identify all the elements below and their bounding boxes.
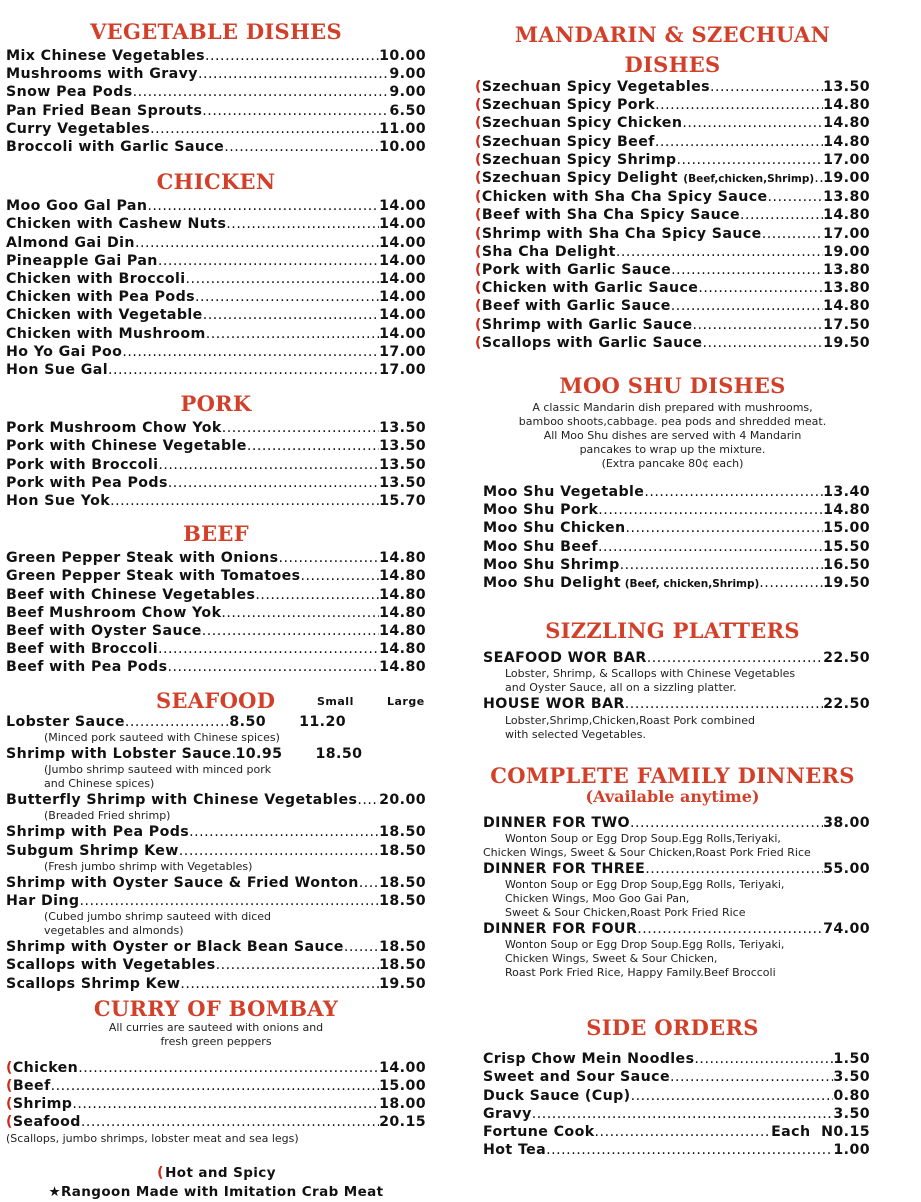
item-description: (Jumbo shrimp sauteed with minced pork: [44, 763, 272, 777]
menu-item: Crisp Chow Mein Noodles ..... 1.50: [483, 1050, 870, 1068]
menu-item: Beef with Broccoli ..... 14.80: [6, 640, 426, 658]
menu-item: Moo Shu Shrimp ..... 16.50: [483, 556, 870, 574]
chili-pepper-icon: (: [475, 334, 482, 351]
item-description: Wonton Soup or Egg Drop Soup.Egg Rolls,Teriyaki,: [505, 831, 781, 845]
menu-item: Almond Gai Din ..... 14.00: [6, 234, 426, 252]
curry-list: [6, 1059, 426, 1146]
pork-list: [6, 419, 426, 510]
curry-heading: CURRY OF BOMBAY: [93, 995, 339, 1021]
chili-pepper-icon: (: [6, 1096, 13, 1113]
chili-pepper-icon: (: [475, 189, 482, 206]
beef-heading: BEEF: [183, 521, 249, 547]
mandarin-heading: MANDARIN & SZECHUAN: [514, 22, 831, 47]
menu-item: Subgum Shrimp Kew ..... 18.50: [6, 842, 426, 860]
menu-item: Beef with Oyster Sauce ..... 14.80: [6, 622, 426, 640]
mooshu-description: A classic Mandarin dish prepared with mushrooms, bamboo shoots,cabbage. pea pods and shredded meat. All Moo Shu dishes are served with 4 Mandarin pancakes to wrap up the mixture. (Extra pancake 80¢ each): [518, 401, 827, 471]
item-description: Roast Pork Fried Rice, Happy Family.Beef Broccoli: [505, 966, 776, 980]
sizzling-heading: SIZZLING PLATTERS: [545, 618, 800, 644]
menu-item: Chicken with Cashew Nuts ..... 14.00: [6, 215, 426, 233]
item-description: Wonton Soup or Egg Drop Soup.Egg Rolls, Teriyaki,: [505, 938, 785, 952]
chili-pepper-icon: (: [475, 133, 482, 150]
item-description: (Minced pork sauteed with Chinese spices): [44, 730, 280, 744]
menu-item: Duck Sauce (Cup) ..... 0.80: [483, 1087, 870, 1105]
menu-item: ( Szechuan Spicy Vegetables ..... 13.50: [475, 78, 870, 96]
curry-footnote: (Scallops, jumbo shrimps, lobster meat and sea legs): [6, 1131, 299, 1145]
family-heading: COMPLETE FAMILY DINNERS: [490, 762, 855, 788]
chili-pepper-icon: (: [475, 280, 482, 297]
seafood-heading: SEAFOOD: [156, 687, 276, 713]
item-description: Sweet & Sour Chicken,Roast Pork Fried Rice: [505, 906, 746, 920]
menu-item: Scallops Shrimp Kew ..... 19.50: [6, 975, 426, 993]
menu-item: Green Pepper Steak with Onions ..... 14.80: [6, 549, 426, 567]
menu-item: Moo Shu Vegetable ..... 13.40: [483, 483, 870, 501]
menu-item: Pork with Broccoli ..... 13.50: [6, 456, 426, 474]
menu-item: Broccoli with Garlic Sauce ..... 10.00: [6, 138, 426, 156]
legend-hot: (Hot and Spicy: [157, 1164, 276, 1181]
chili-pepper-icon: (: [475, 79, 482, 95]
menu-item: Pork with Chinese Vegetable ..... 13.50: [6, 437, 426, 455]
seafood-list: [6, 713, 426, 993]
menu-item: Butterfly Shrimp with Chinese Vegetables ..... 20.00: [6, 791, 426, 809]
side-heading: SIDE ORDERS: [586, 1015, 759, 1041]
menu-item: Gravy ..... 3.50: [483, 1105, 870, 1123]
menu-item: Shrimp with Lobster Sauce ..... 10.95 18.50: [6, 745, 346, 763]
menu-item: ( Beef ..... 15.00: [6, 1077, 426, 1095]
menu-item: Hon Sue Yok ..... 15.70: [6, 492, 426, 510]
mandarin-list: [475, 78, 870, 352]
chili-pepper-icon: (: [475, 115, 482, 132]
menu-item: ( Beef with Garlic Sauce ..... 14.80: [475, 297, 870, 315]
menu-item: ( Chicken with Sha Cha Spicy Sauce ..... 13.80: [475, 188, 870, 206]
chili-pepper-icon: (: [157, 1164, 164, 1181]
menu-item: Beef with Chinese Vegetables ..... 14.80: [6, 586, 426, 604]
menu-item: Moo Shu Pork ..... 14.80: [483, 501, 870, 519]
item-description: (Breaded Fried shrimp): [44, 809, 171, 823]
menu-item: Mix Chinese Vegetables ..... 10.00: [6, 47, 426, 65]
menu-item: Chicken with Vegetable ..... 14.00: [6, 306, 426, 324]
chili-pepper-icon: (: [475, 262, 482, 279]
item-description: and Chinese spices): [44, 777, 155, 791]
menu-item: Hot Tea ..... 1.00: [483, 1141, 870, 1159]
menu-item: Mushrooms with Gravy ..... 9.00: [6, 65, 426, 83]
menu-item: ( Shrimp ..... 18.00: [6, 1095, 426, 1113]
legend-rangoon: ★Rangoon Made with Imitation Crab Meat: [48, 1183, 384, 1200]
curry-description: All curries are sauteed with onions and: [108, 1020, 324, 1034]
menu-item: Shrimp with Oyster or Black Bean Sauce ..... 18.50: [6, 938, 426, 956]
menu-item: ( Szechuan Spicy Shrimp ..... 17.00: [475, 151, 870, 169]
vegetable-list: [6, 47, 426, 156]
menu-item: Pan Fried Bean Sprouts ..... 6.50: [6, 102, 426, 120]
seafood-header: [6, 689, 426, 713]
side-list: [475, 1050, 870, 1159]
small-size-label: Small: [317, 694, 354, 708]
mooshu-heading: MOO SHU DISHES: [559, 373, 786, 399]
menu-item: ( Chicken with Garlic Sauce ..... 13.80: [475, 279, 870, 297]
menu-item: Shrimp with Oyster Sauce & Fried Wonton ..... 18.50: [6, 874, 426, 892]
menu-item: Chicken with Pea Pods ..... 14.00: [6, 288, 426, 306]
menu-item: ( Seafood ..... 20.15: [6, 1113, 426, 1131]
menu-item: Lobster Sauce ..... 8.50 11.20: [6, 713, 346, 731]
chicken-heading: CHICKEN: [156, 169, 276, 195]
item-description: Lobster, Shrimp, & Scallops with Chinese Vegetables: [505, 667, 796, 681]
chili-pepper-icon: (: [475, 207, 482, 224]
menu-item: Chicken with Broccoli ..... 14.00: [6, 270, 426, 288]
beef-list: [6, 549, 426, 676]
menu-item: ( Szechuan Spicy Chicken ..... 14.80: [475, 114, 870, 132]
chicken-list: [6, 197, 426, 379]
chili-pepper-icon: (: [475, 243, 482, 260]
menu-item: Snow Pea Pods ..... 9.00: [6, 83, 426, 101]
menu-item: ( Szechuan Spicy Beef ..... 14.80: [475, 133, 870, 151]
menu-item: ( Sha Cha Delight ..... 19.00: [475, 243, 870, 261]
menu-item: Pineapple Gai Pan ..... 14.00: [6, 252, 426, 270]
legend: [6, 1164, 426, 1202]
item-description: (Cubed jumbo shrimp sauteed with diced: [44, 910, 272, 924]
family-list: [475, 814, 870, 981]
chili-pepper-icon: (: [6, 1059, 13, 1076]
menu-item: Green Pepper Steak with Tomatoes ..... 14.80: [6, 567, 426, 585]
curry-description: fresh green peppers: [160, 1034, 272, 1048]
menu-item: DINNER FOR FOUR ..... 74.00: [483, 920, 870, 938]
item-description: and Oyster Sauce, all on a sizzling platter.: [505, 681, 737, 695]
menu-item: Moo Shu Chicken ..... 15.00: [483, 519, 870, 537]
item-description: vegetables and almonds): [44, 924, 184, 938]
chili-pepper-icon: (: [6, 1077, 13, 1094]
menu-item: ( Szechuan Spicy Pork ..... 14.80: [475, 96, 870, 114]
menu-item: Scallops with Vegetables ..... 18.50: [6, 956, 426, 974]
left-column: [6, 0, 426, 1202]
menu-item: Chicken with Mushroom ..... 14.00: [6, 325, 426, 343]
menu-item: ( Shrimp with Sha Cha Spicy Sauce ..... 17.00: [475, 225, 870, 243]
menu-item: Har Ding ..... 18.50: [6, 892, 426, 910]
menu-item: DINNER FOR THREE ..... 55.00: [483, 860, 870, 878]
item-description: Chicken Wings, Sweet & Sour Chicken,Roast Pork Fried Rice: [483, 845, 811, 859]
chili-pepper-icon: (: [475, 151, 482, 168]
menu-item: ( Beef with Sha Cha Spicy Sauce ..... 14.80: [475, 206, 870, 224]
item-description: Lobster,Shrimp,Chicken,Roast Pork combined: [505, 713, 755, 727]
chili-pepper-icon: (: [475, 97, 482, 114]
chili-pepper-icon: (: [6, 1114, 13, 1131]
chili-pepper-icon: (: [475, 298, 482, 315]
menu-item: HOUSE WOR BAR ..... 22.50: [483, 695, 870, 713]
pork-heading: PORK: [180, 391, 252, 417]
menu-item: Curry Vegetables ..... 11.00: [6, 120, 426, 138]
menu-item: Pork Mushroom Chow Yok ..... 13.50: [6, 419, 426, 437]
menu-item: ( Shrimp with Garlic Sauce ..... 17.50: [475, 316, 870, 334]
chili-pepper-icon: (: [475, 316, 482, 333]
vegetable-heading: VEGETABLE DISHES: [90, 19, 342, 44]
sizzling-list: [475, 649, 870, 741]
item-description: Wonton Soup or Egg Drop Soup,Egg Rolls, Teriyaki,: [505, 878, 785, 892]
menu-item: Hon Sue Gal ..... 17.00: [6, 361, 426, 379]
chili-pepper-icon: (: [475, 170, 482, 187]
large-size-label: Large: [387, 694, 425, 708]
menu-item: ( Scallops with Garlic Sauce ..... 19.50: [475, 334, 870, 352]
menu-item: Fortune Cook ..... Each N0.15: [483, 1123, 870, 1141]
menu-item: Sweet and Sour Sauce ..... 3.50: [483, 1068, 870, 1086]
menu-item: Pork with Pea Pods ..... 13.50: [6, 474, 426, 492]
menu-item: Beef with Pea Pods ..... 14.80: [6, 658, 426, 676]
menu-item: Moo Shu Delight (Beef, chicken,Shrimp) ..... 19.50: [483, 574, 870, 593]
menu-item: Moo Shu Beef ..... 15.50: [483, 538, 870, 556]
menu-item: ( Pork with Garlic Sauce ..... 13.80: [475, 261, 870, 279]
family-subheading: (Available anytime): [585, 786, 760, 806]
menu-item: Beef Mushroom Chow Yok ..... 14.80: [6, 604, 426, 622]
chili-pepper-icon: (: [475, 225, 482, 242]
item-description: with selected Vegetables.: [505, 727, 647, 741]
menu-item: Ho Yo Gai Poo ..... 17.00: [6, 343, 426, 361]
item-description: (Fresh jumbo shrimp with Vegetables): [44, 859, 253, 873]
menu-item: ( Szechuan Spicy Delight (Beef,chicken,Shrimp) ..... 19.00: [475, 169, 870, 188]
menu-item: SEAFOOD WOR BAR ..... 22.50: [483, 649, 870, 667]
menu-item: Shrimp with Pea Pods ..... 18.50: [6, 823, 426, 841]
item-description: Chicken Wings, Moo Goo Gai Pan,: [505, 892, 690, 906]
menu-item: ( Chicken ..... 14.00: [6, 1059, 426, 1077]
mandarin-heading-line2: DISHES: [624, 52, 721, 77]
item-description: Chicken Wings, Sweet & Sour Chicken,: [505, 952, 718, 966]
menu-item: Moo Goo Gal Pan ..... 14.00: [6, 197, 426, 215]
right-column: [475, 0, 870, 1160]
menu-item: DINNER FOR TWO ..... 38.00: [483, 814, 870, 832]
mooshu-list: [475, 483, 870, 593]
